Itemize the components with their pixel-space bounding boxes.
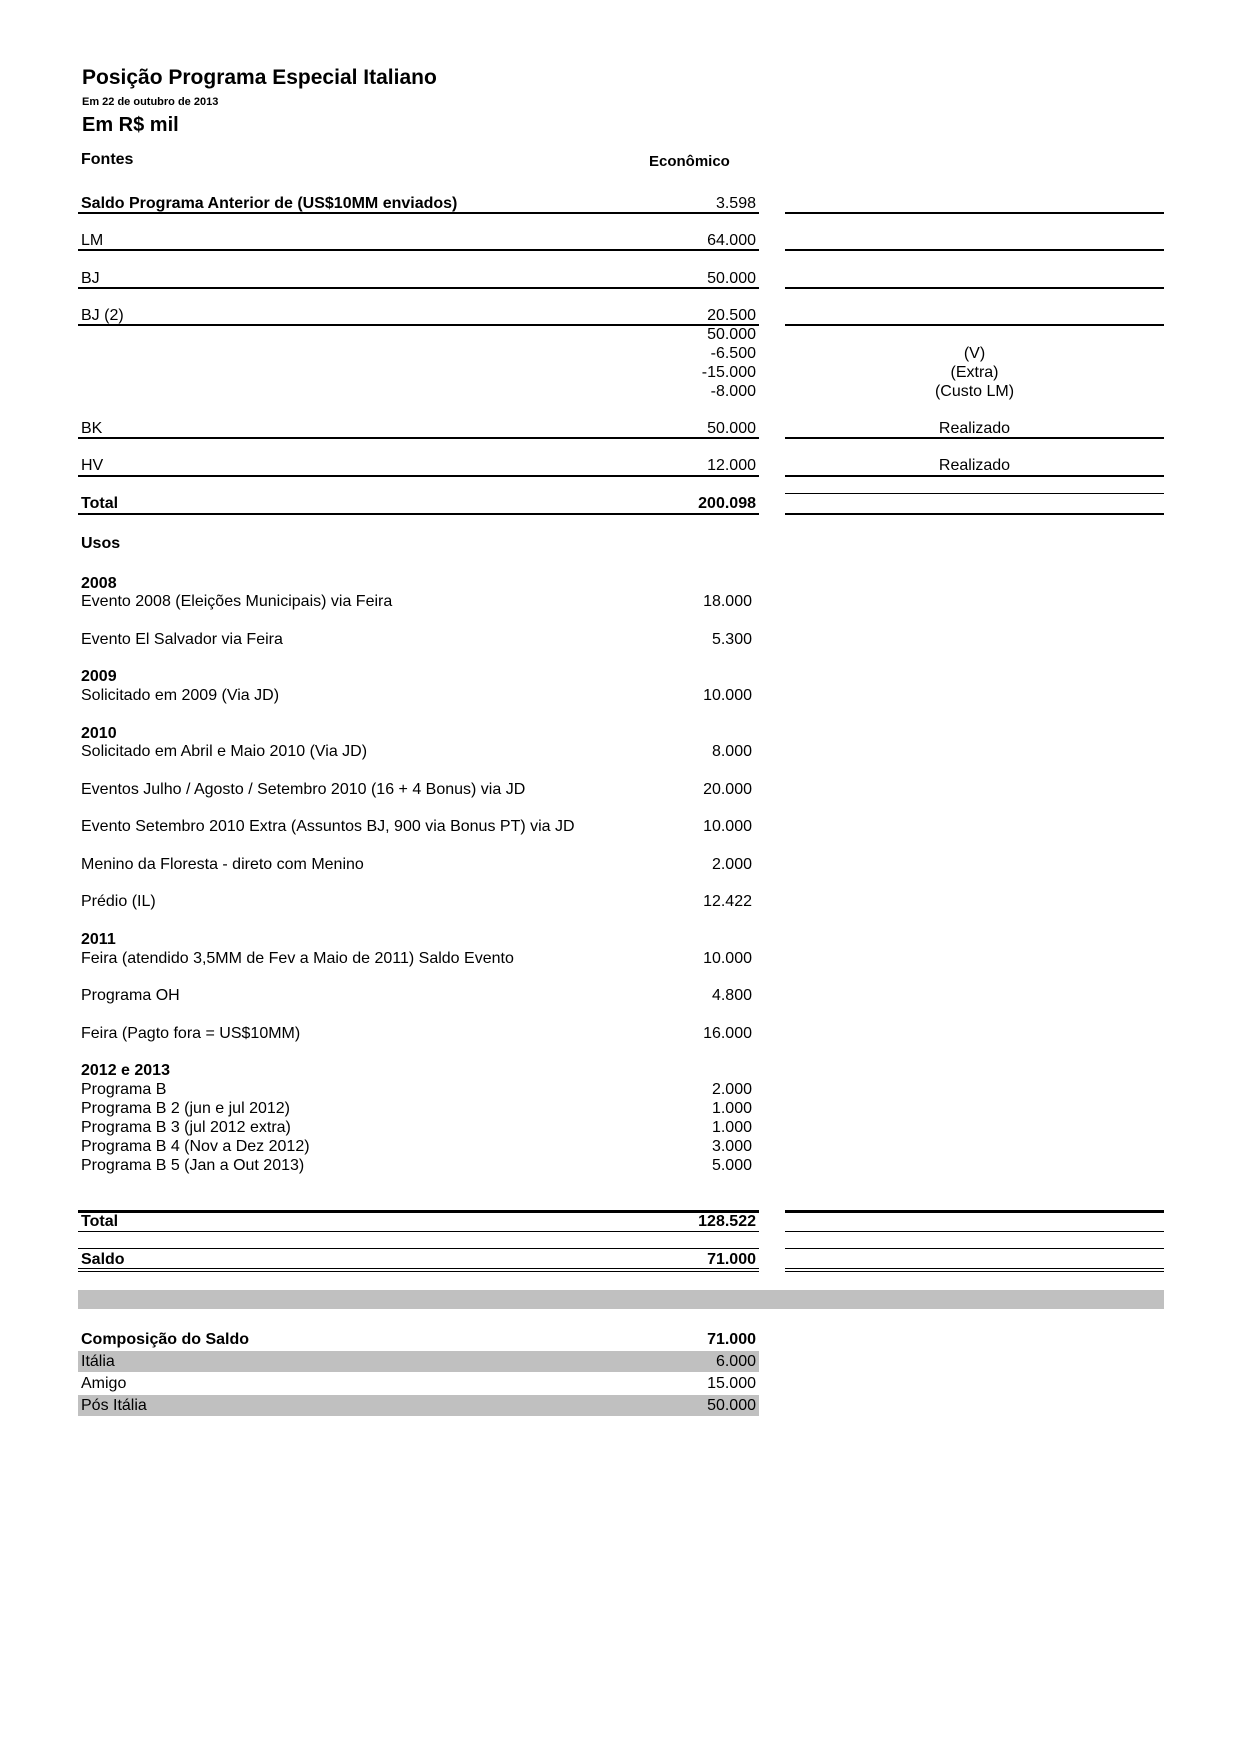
item-value: 16.000 (703, 1025, 752, 1042)
item-label: Evento El Salvador via Feira (81, 631, 283, 648)
row-value: 50.000 (707, 1397, 756, 1414)
item-label: Programa B 4 (Nov a Dez 2012) (81, 1138, 310, 1155)
page-title: Posição Programa Especial Italiano (82, 66, 437, 89)
breakdown-note: (V) (963, 345, 986, 362)
item-label: Evento 2008 (Eleições Municipais) via Feira (81, 593, 393, 610)
item-label: Programa B (81, 1081, 167, 1098)
currency-unit: Em R$ mil (82, 114, 179, 136)
year-heading: 2012 e 2013 (81, 1062, 170, 1079)
row-label: Saldo Programa Anterior de (US$10MM enviados) (81, 195, 458, 212)
item-value: 8.000 (711, 743, 752, 760)
note-rule (785, 437, 1164, 439)
row-rule (78, 249, 759, 251)
saldo-double-note-rule (785, 1271, 1164, 1272)
row-value: 50.000 (707, 270, 756, 287)
total-label: Total (81, 1213, 119, 1230)
item-value: 10.000 (703, 818, 752, 835)
row-rule (78, 212, 759, 214)
saldo-value: 71.000 (707, 1251, 756, 1268)
item-label: Programa B 5 (Jan a Out 2013) (81, 1157, 305, 1174)
row-value: 15.000 (707, 1375, 756, 1392)
total-top-rule (785, 493, 1164, 494)
note-rule (785, 287, 1164, 289)
item-value: 5.300 (711, 631, 752, 648)
breakdown-value: -8.000 (710, 383, 756, 400)
saldo-top-note-rule (785, 1248, 1164, 1249)
saldo-double-rule (78, 1268, 759, 1269)
item-label: Menino da Floresta - direto com Menino (81, 856, 364, 873)
total-bottom-rule (78, 1231, 759, 1232)
total-note-rule (785, 513, 1164, 515)
row-rule (78, 437, 759, 439)
breakdown-value: -6.500 (710, 345, 756, 362)
item-value: 2.000 (711, 1081, 752, 1098)
note-rule (785, 249, 1164, 251)
item-value: 1.000 (711, 1119, 752, 1136)
item-label: Feira (atendido 3,5MM de Fev a Maio de 2011) Saldo Evento (81, 950, 514, 967)
row-label: BK (81, 420, 103, 437)
composicao-heading: Composição do Saldo (81, 1331, 250, 1348)
total-top-note-rule (785, 1210, 1164, 1213)
row-label: Pós Itália (81, 1397, 147, 1414)
row-value: 12.000 (707, 457, 756, 474)
saldo-top-rule (78, 1248, 759, 1249)
row-value: 3.598 (715, 195, 756, 212)
row-label: BJ (81, 270, 100, 287)
economico-column-header: Econômico (649, 153, 730, 170)
item-value: 10.000 (703, 950, 752, 967)
row-rule (78, 475, 759, 477)
item-value: 4.800 (711, 987, 752, 1004)
item-value: 2.000 (711, 856, 752, 873)
item-label: Eventos Julho / Agosto / Setembro 2010 (16 + 4 Bonus) via JD (81, 781, 526, 798)
row-note: Realizado (938, 420, 1011, 437)
item-label: Prédio (IL) (81, 893, 156, 910)
total-rule (78, 513, 759, 515)
saldo-double-rule (78, 1271, 759, 1272)
note-rule (785, 212, 1164, 214)
row-label: LM (81, 232, 104, 249)
row-label: BJ (2) (81, 307, 124, 324)
row-label: Amigo (81, 1375, 127, 1392)
row-value: 64.000 (707, 232, 756, 249)
note-rule (785, 475, 1164, 477)
row-value: 6.000 (715, 1353, 756, 1370)
row-note: Realizado (938, 457, 1011, 474)
row-value: 20.500 (707, 307, 756, 324)
row-value: 50.000 (707, 420, 756, 437)
item-label: Programa B 3 (jul 2012 extra) (81, 1119, 291, 1136)
item-value: 5.000 (711, 1157, 752, 1174)
year-heading: 2009 (81, 668, 117, 685)
item-label: Programa B 2 (jun e jul 2012) (81, 1100, 290, 1117)
usos-heading: Usos (81, 535, 121, 552)
composicao-total: 71.000 (707, 1331, 756, 1348)
fontes-heading: Fontes (81, 151, 134, 168)
item-value: 3.000 (711, 1138, 752, 1155)
year-heading: 2010 (81, 725, 117, 742)
row-label: Itália (81, 1353, 115, 1370)
note-rule (785, 324, 1164, 326)
breakdown-value: 50.000 (707, 326, 756, 343)
item-value: 10.000 (703, 687, 752, 704)
item-value: 12.422 (703, 893, 752, 910)
breakdown-note: (Custo LM) (934, 383, 1015, 400)
total-label: Total (81, 495, 119, 512)
saldo-label: Saldo (81, 1251, 125, 1268)
item-value: 18.000 (703, 593, 752, 610)
item-value: 20.000 (703, 781, 752, 798)
total-value: 128.522 (698, 1213, 756, 1230)
item-value: 1.000 (711, 1100, 752, 1117)
year-heading: 2008 (81, 575, 117, 592)
breakdown-note: (Extra) (950, 364, 999, 381)
report-date: Em 22 de outubro de 2013 (82, 96, 219, 108)
year-heading: 2011 (81, 931, 116, 948)
row-label: HV (81, 457, 104, 474)
item-label: Solicitado em 2009 (Via JD) (81, 687, 280, 704)
item-label: Solicitado em Abril e Maio 2010 (Via JD) (81, 743, 368, 760)
item-label: Feira (Pagto fora = US$10MM) (81, 1025, 301, 1042)
item-label: Programa OH (81, 987, 180, 1004)
row-rule (78, 287, 759, 289)
saldo-double-note-rule (785, 1268, 1164, 1269)
total-bottom-note-rule (785, 1231, 1164, 1232)
item-label: Evento Setembro 2010 Extra (Assuntos BJ, 900 via Bonus PT) via JD (81, 818, 575, 835)
total-value: 200.098 (698, 495, 756, 512)
breakdown-value: -15.000 (701, 364, 756, 381)
separator-band (78, 1290, 1164, 1309)
